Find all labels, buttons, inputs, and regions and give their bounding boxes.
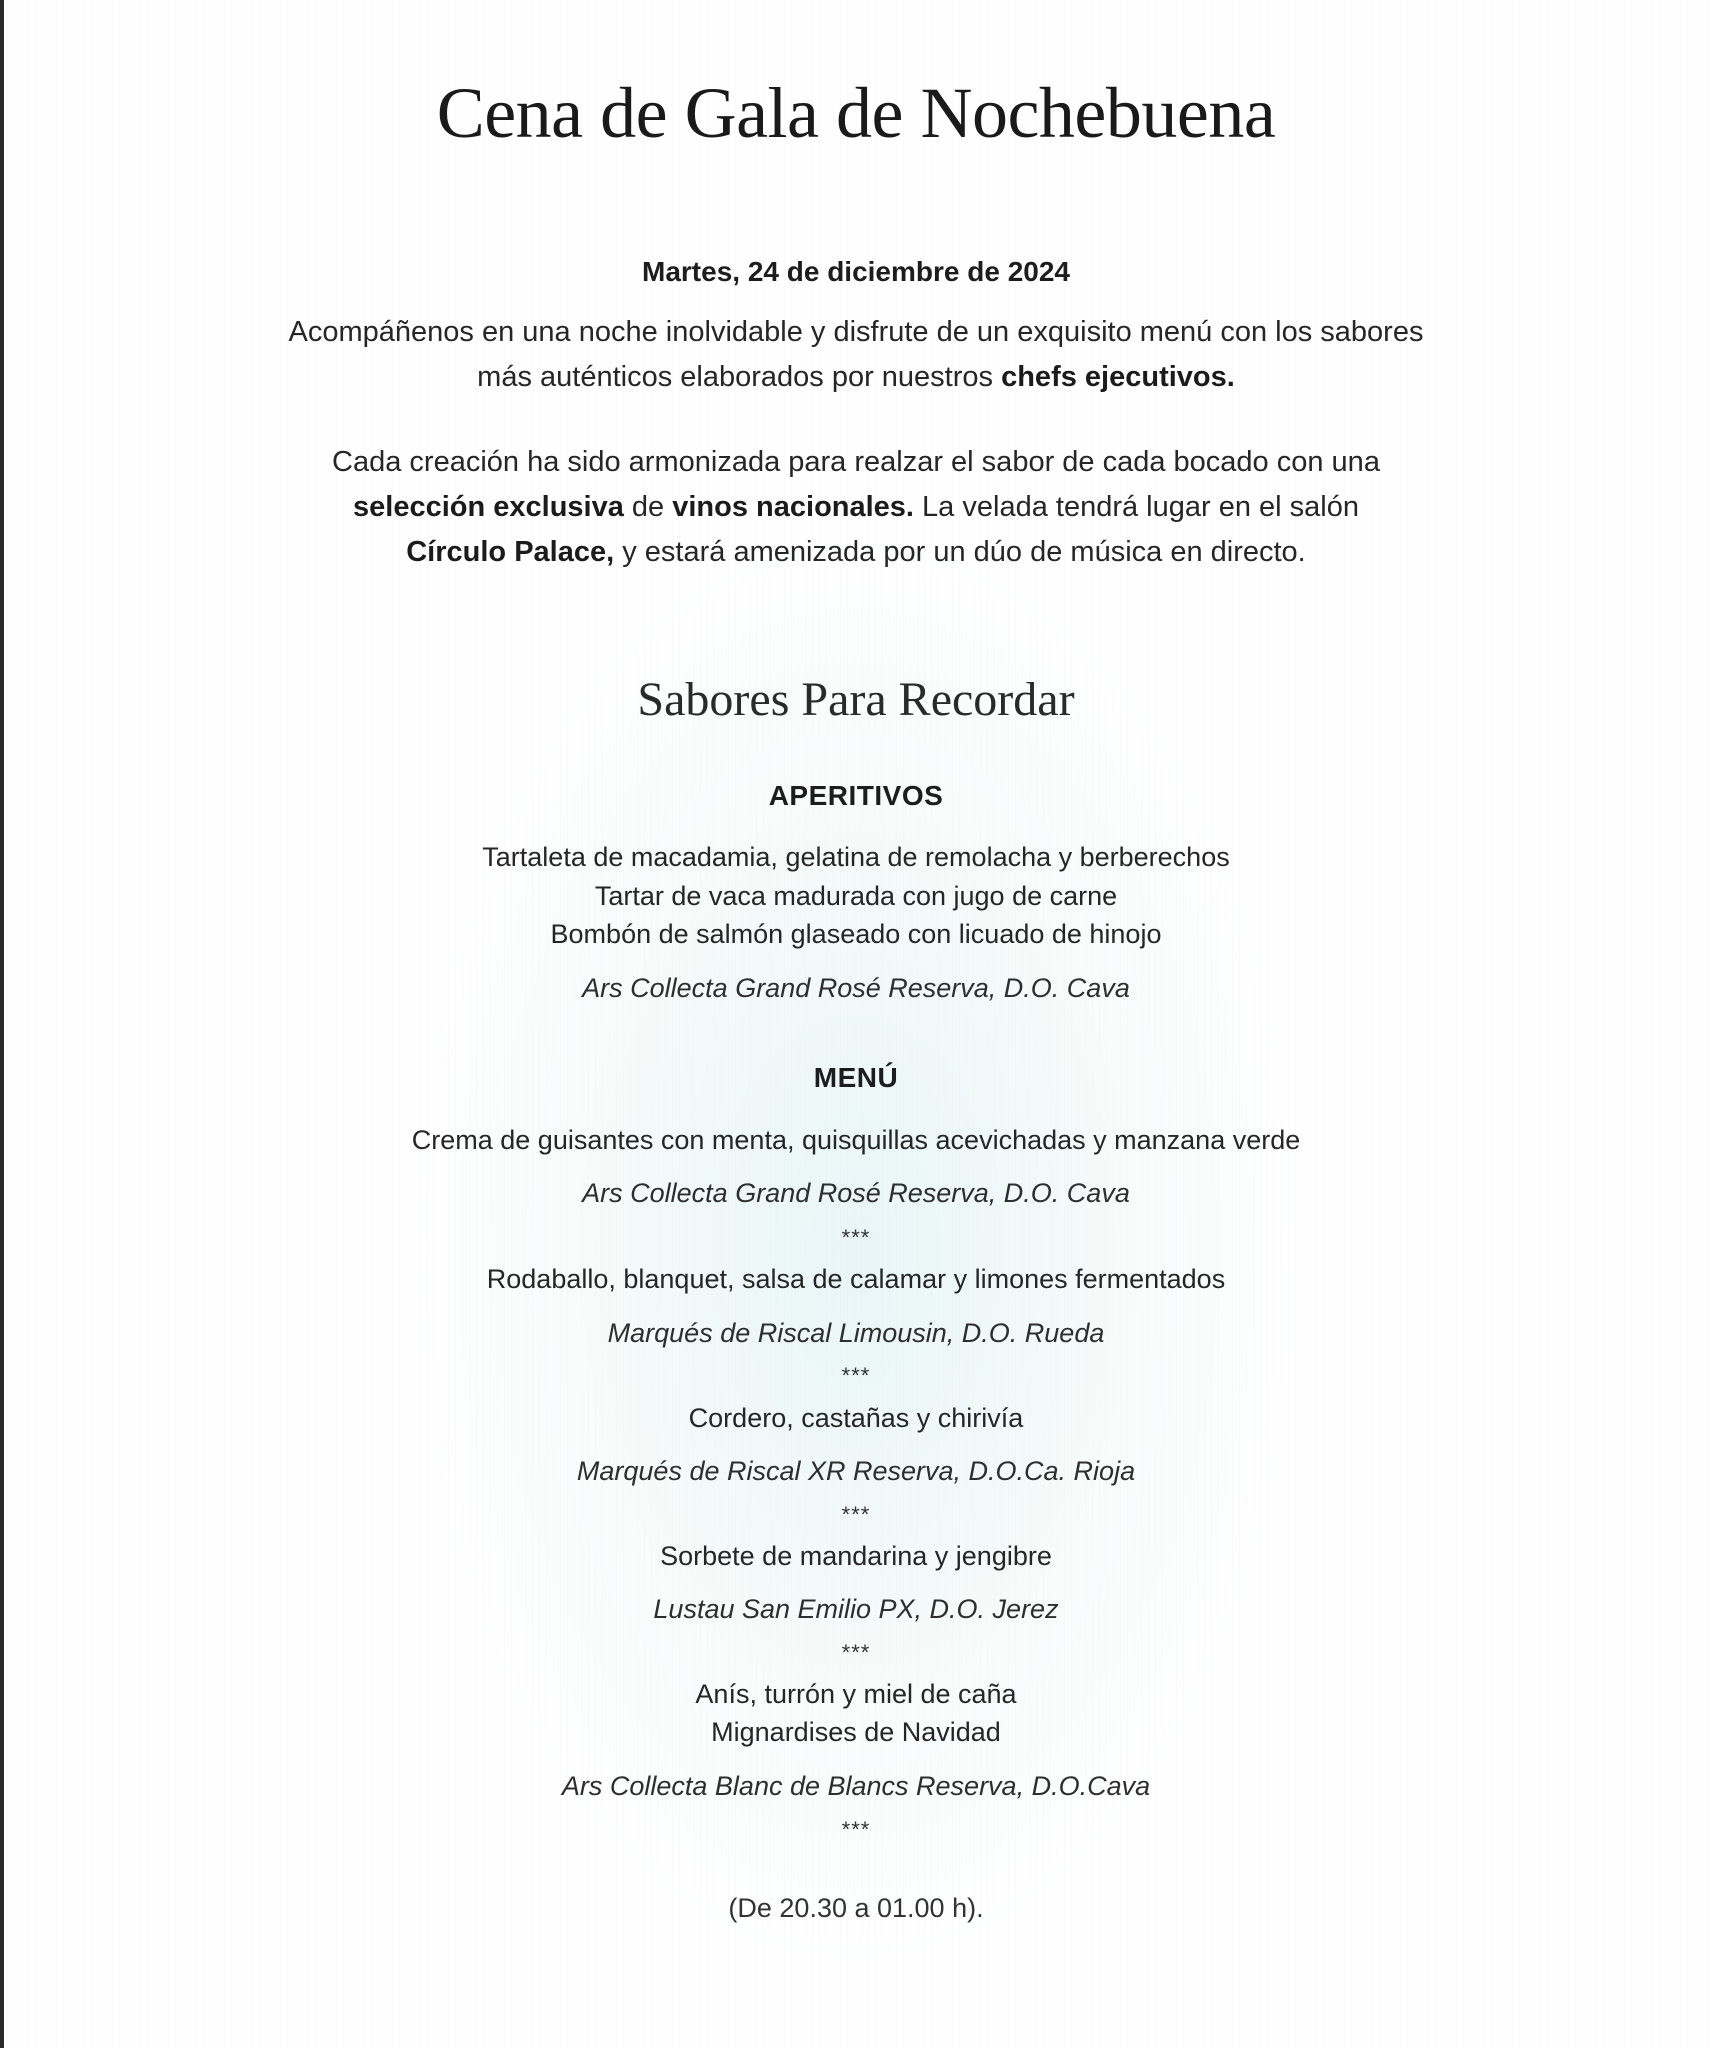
course-separator: *** bbox=[841, 1817, 871, 1842]
course-dish: Anís, turrón y miel de caña bbox=[695, 1679, 1017, 1709]
intro-text: La velada tendrá lugar en el salón bbox=[914, 491, 1359, 523]
course-wine: Marqués de Riscal XR Reserva, D.O.Ca. Rioja bbox=[576, 1456, 1136, 1486]
intro-text: y estará amenizada por un dúo de música en directo. bbox=[614, 536, 1306, 568]
intro-bold-text: vinos nacionales. bbox=[672, 491, 914, 523]
course-dish: Sorbete de mandarina y jengibre bbox=[660, 1541, 1052, 1571]
course-wine: Marqués de Riscal Limousin, D.O. Rueda bbox=[607, 1318, 1105, 1348]
intro-bold-text: selección exclusiva bbox=[353, 491, 624, 523]
course-dish: Cordero, castañas y chirivía bbox=[688, 1403, 1024, 1433]
intro-line bbox=[0, 355, 1712, 400]
course-dish: Rodaballo, blanquet, salsa de calamar y limones fermentados bbox=[486, 1264, 1226, 1294]
course-separator: *** bbox=[841, 1363, 871, 1388]
course-separator: *** bbox=[841, 1640, 871, 1665]
aperitivo-wine: Ars Collecta Grand Rosé Reserva, D.O. Cava bbox=[582, 973, 1130, 1003]
intro-paragraph-2 bbox=[0, 440, 1712, 575]
intro-line: Acompáñenos en una noche inolvidable y disfrute de un exquisito menú con los sabores bbox=[288, 316, 1424, 348]
intro-paragraph-1 bbox=[0, 310, 1712, 400]
section-subtitle: Sabores Para Recordar bbox=[637, 673, 1075, 726]
intro-line: Cada creación ha sido armonizada para realzar el sabor de cada bocado con una bbox=[332, 446, 1380, 478]
page-title: Cena de Gala de Nochebuena bbox=[436, 73, 1276, 153]
menu-heading: MENÚ bbox=[813, 1062, 899, 1093]
event-date: Martes, 24 de diciembre de 2024 bbox=[642, 256, 1070, 287]
aperitivo-item: Tartar de vaca madurada con jugo de carne bbox=[594, 881, 1118, 911]
course-wine: Ars Collecta Blanc de Blancs Reserva, D.O.Cava bbox=[561, 1771, 1151, 1801]
intro-text: más auténticos elaborados por nuestros bbox=[477, 361, 1002, 393]
course-dish: Crema de guisantes con menta, quisquillas acevichadas y manzana verde bbox=[411, 1125, 1301, 1155]
course-separator: *** bbox=[841, 1502, 871, 1527]
course-separator: *** bbox=[841, 1225, 871, 1250]
intro-text: de bbox=[623, 491, 673, 523]
course-wine: Lustau San Emilio PX, D.O. Jerez bbox=[653, 1594, 1059, 1624]
intro-bold-text: chefs ejecutivos. bbox=[1001, 361, 1235, 393]
course-wine: Ars Collecta Grand Rosé Reserva, D.O. Cava bbox=[582, 1178, 1130, 1208]
aperitivos-heading: APERITIVOS bbox=[768, 780, 944, 811]
intro-line bbox=[0, 530, 1712, 575]
aperitivo-item: Bombón de salmón glaseado con licuado de hinojo bbox=[550, 919, 1162, 949]
course-dish: Mignardises de Navidad bbox=[711, 1717, 1001, 1747]
intro-bold-text: Círculo Palace, bbox=[406, 536, 615, 568]
aperitivo-item: Tartaleta de macadamia, gelatina de remolacha y berberechos bbox=[482, 842, 1230, 872]
intro-line bbox=[0, 485, 1712, 530]
event-hours: (De 20.30 a 01.00 h). bbox=[728, 1893, 984, 1923]
